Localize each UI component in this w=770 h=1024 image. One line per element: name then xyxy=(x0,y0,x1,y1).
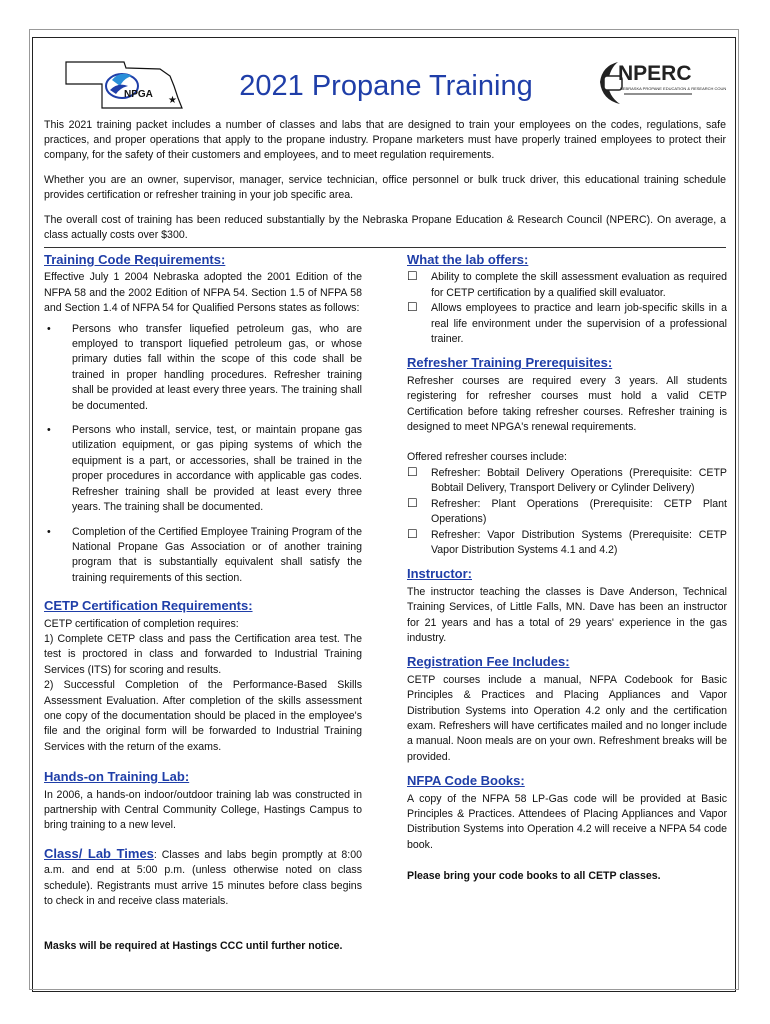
training-code-section xyxy=(44,252,362,586)
training-code-body: Effective July 1 2004 Nebraska adopted the 2001 Edition of the NFPA 58 and the 2002 Edition of NFPA 54. Section 1.5 of NFPA 58 and Section 1.4 of NFPA 54 for Qualified Persons states as follows: xyxy=(44,271,362,315)
class-times-section xyxy=(44,846,362,910)
masks-notice: Masks will be required at Hastings CCC until further notice. xyxy=(44,940,343,953)
registration-body: CETP courses include a manual, NFPA Codebook for Basic Principles & Practices and Placing Appliances and Vapor Distribution Systems into Operation 4.2 only and the certification exam. Refreshers will have certificates mailed and no longer include a manual. Noon meals are on your own. Refreshment breaks will be provided. xyxy=(407,673,727,763)
cetp-line-3: 2) Successful Completion of the Performance-Based Skills Assessment Evaluation. After completion of the skills assessment one copy of the documentation should be placed in the employee's file and the original form will be forwarded to Industrial Training Services with the return of the exams. xyxy=(44,679,362,753)
list-item: • Completion of the Certified Employee Training Program of the National Propane Gas Association or of another training program that is substantially equivalent shall satisfy the training requirements of this section. xyxy=(44,525,362,587)
list-item: ☐ Refresher: Bobtail Delivery Operations (Prerequisite: CETP Bobtail Delivery, Transport Delivery or Cylinder Delivery) xyxy=(407,466,727,497)
lab-offers-heading: What the lab offers: xyxy=(407,252,529,267)
cetp-line-2: 1) Complete CETP class and pass the Certification area test. The test is proctored in class and forwarded to Industrial Training Services (ITS) for scoring and results. xyxy=(44,632,362,676)
hands-on-heading: Hands-on Training Lab: xyxy=(44,769,190,785)
refresher-body: Refresher courses are required every 3 years. All students registering for refresher courses must hold a valid CETP Certification before taking refresher courses. Refresher training is designed to meet NPGA's renewal requirements. xyxy=(407,374,727,434)
page-title: 2021 Propane Training xyxy=(239,70,533,102)
header xyxy=(44,52,728,110)
training-code-heading: Training Code Requirements: xyxy=(44,252,226,267)
npga-logo-text: NPGA xyxy=(124,89,153,100)
refresher-heading: Refresher Training Prerequisites: xyxy=(407,355,613,371)
instructor-heading: Instructor: xyxy=(407,566,472,582)
nperc-logo-sub: NEBRASKA PROPANE EDUCATION & RESEARCH COUNCIL xyxy=(620,86,726,91)
list-item: • Persons who install, service, test, or maintain propane gas utilization equipment, or gas piping systems of which the equipment is a part, or accessories, shall be trained in the proper procedures in accordance with applicable gas codes. Refresher training shall be provided at least every three years. The training shall be documented. xyxy=(44,423,362,515)
right-column xyxy=(407,252,727,893)
refresher-offered-label: Offered refresher courses include: xyxy=(407,451,567,464)
intro-paragraph-1: This 2021 training packet includes a number of classes and labs that are designed to train your employees on the codes, regulations, safe practices, and proper operations that apply to the propane industry. Propane marketers must have properly trained employees to protect their company, for the safety of their customers and employees, and to meet regulation requirements. xyxy=(44,119,726,161)
list-item: ☐ Refresher: Vapor Distribution Systems (Prerequisite: CETP Vapor Distribution Systems 4.1 and 4.2) xyxy=(407,528,727,559)
intro-paragraph-2: Whether you are an owner, supervisor, manager, service technician, office personnel or bulk truck driver, this educational training schedule provides certification or refresher training in your job specific area. xyxy=(44,174,726,201)
list-item: ☐ Allows employees to practice and learn job-specific skills in a real life environment under the supervision of a professional trainer. xyxy=(407,301,727,347)
hands-on-body: In 2006, a hands-on indoor/outdoor training lab was constructed in partnership with Central Community College, Hastings Campus to bring training to a new level. xyxy=(44,788,362,832)
nfpa-books-body: A copy of the NFPA 58 LP-Gas code will be provided at Basic Principles & Practices. Attendees of Placing Appliances and Vapor Distribution Systems into Operation 4.2 will receive a NFPA 54 code book. xyxy=(407,792,727,851)
list-item: ☐ Ability to complete the skill assessment evaluation as required for CETP certification by a qualified skill evaluator. xyxy=(407,270,727,301)
svg-text:★: ★ xyxy=(168,95,177,106)
left-column xyxy=(44,252,362,955)
nperc-logo-text: NPERC xyxy=(618,62,692,85)
cetp-line-1: CETP certification of completion requires: xyxy=(44,617,239,630)
list-item: ☐ Refresher: Plant Operations (Prerequisite: CETP Plant Operations) xyxy=(407,497,727,528)
cetp-heading: CETP Certification Requirements: xyxy=(44,598,253,614)
registration-heading: Registration Fee Includes: xyxy=(407,654,570,670)
registration-section xyxy=(407,654,727,765)
lab-offers-section xyxy=(407,252,727,347)
nperc-logo xyxy=(596,56,726,108)
divider xyxy=(44,247,726,248)
instructor-section xyxy=(407,566,727,646)
instructor-body: The instructor teaching the classes is Dave Anderson, Technical Training Services, of Little Falls, MN. Dave has been an instructor for 21 years and has a total of 29 years' experience in the gas industry. xyxy=(407,585,727,644)
class-times-body: : Classes and labs begin promptly at 8:00 a.m. and end at 5:00 p.m. (unless otherwise noted on class schedule). Registrants must arrive 15 minutes before class begins to check in and receive class materials. xyxy=(44,848,362,908)
training-code-list xyxy=(44,322,362,587)
class-times-heading: Class/ Lab Times xyxy=(44,845,154,861)
nfpa-books-heading: NFPA Code Books: xyxy=(407,773,525,789)
nfpa-books-note: Please bring your code books to all CETP classes. xyxy=(407,870,661,883)
lab-offers-list xyxy=(407,270,727,347)
refresher-course-list xyxy=(407,466,727,558)
hands-on-section xyxy=(44,769,362,834)
nfpa-books-section xyxy=(407,773,727,884)
intro xyxy=(44,118,726,253)
cetp-section xyxy=(44,598,362,755)
refresher-section xyxy=(407,355,727,558)
list-item: • Persons who transfer liquefied petroleum gas, who are employed to transport liquefied petroleum gas, or whose primary duties fall within the scope of this code shall be trained in proper handling procedures. Refresher training shall be provided at least every three years. The training shall be documented. xyxy=(44,322,362,414)
intro-paragraph-3: The overall cost of training has been reduced substantially by the Nebraska Propane Education & Research Council (NPERC). On average, a class actually costs over $300. xyxy=(44,214,726,241)
